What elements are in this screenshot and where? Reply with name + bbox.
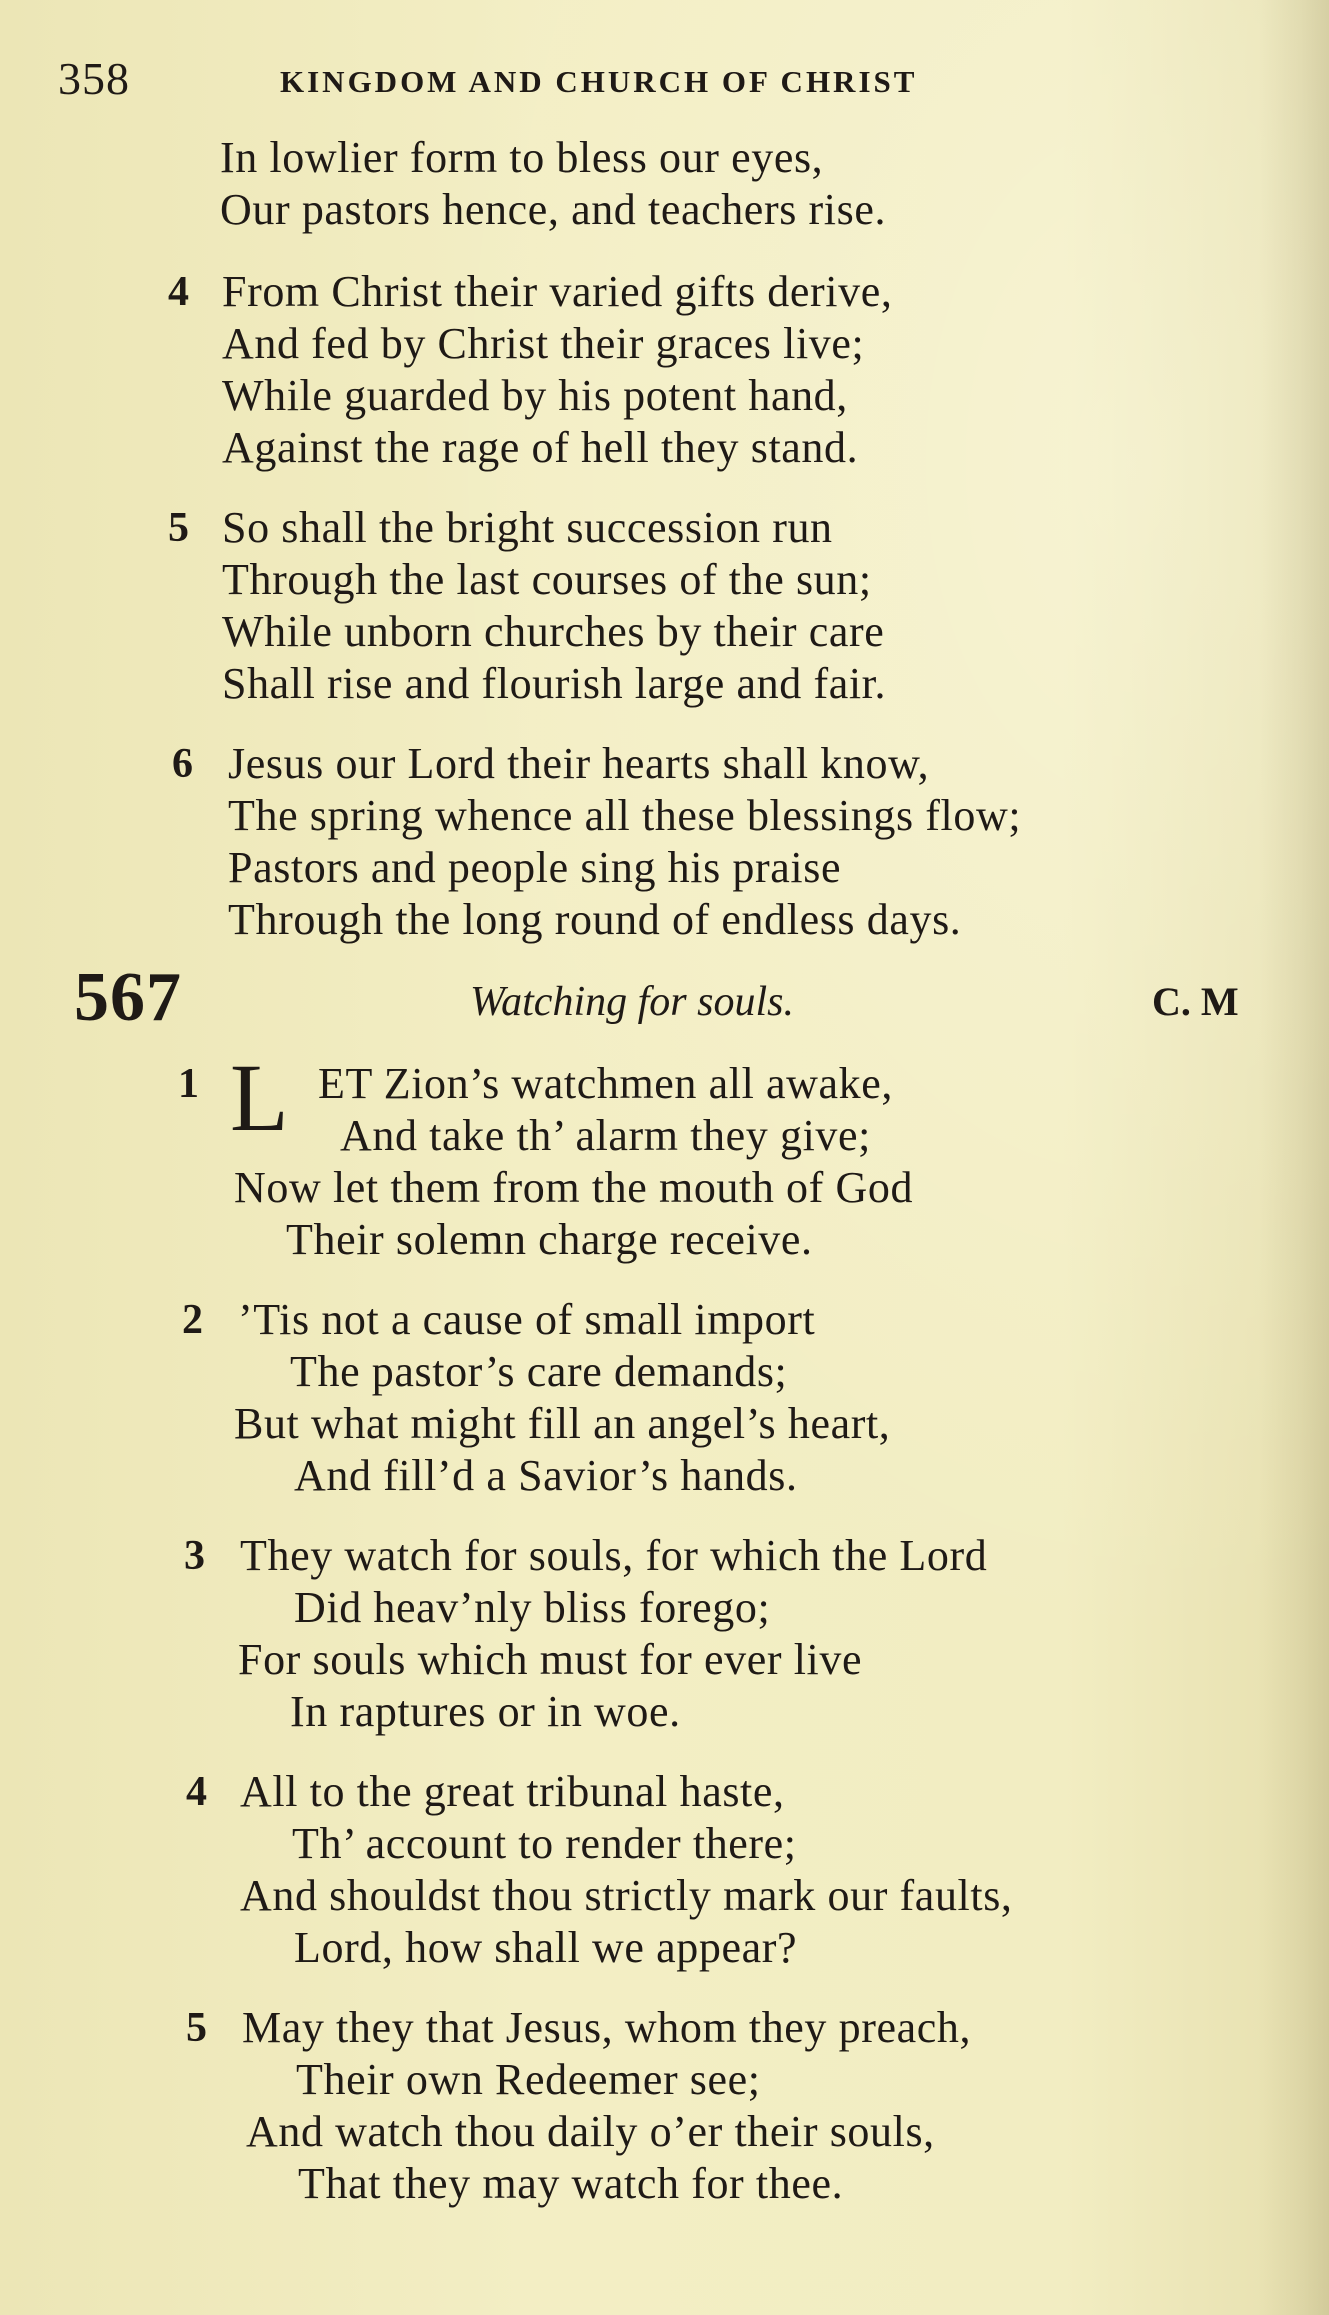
verse-line: But what might fill an angel’s heart, (234, 1399, 891, 1448)
verse-line: Now let them from the mouth of God (234, 1163, 914, 1212)
stanza-number: 2 (182, 1297, 203, 1343)
verse-line: Their own Redeemer see; (296, 2055, 761, 2104)
verse-line: From Christ their varied gifts derive, (222, 267, 893, 316)
stanza-number: 5 (168, 505, 189, 551)
verse-line: Against the rage of hell they stand. (222, 423, 859, 472)
stanza-number: 5 (186, 2005, 207, 2051)
hymn-title: Watching for souls. (470, 979, 794, 1025)
stanza-number: 4 (186, 1769, 207, 1815)
verse-line: Through the last courses of the sun; (222, 555, 872, 604)
verse-line: The spring whence all these blessings flow; (228, 791, 1022, 840)
verse-line: For souls which must for ever live (238, 1635, 863, 1684)
verse-line: And fed by Christ their graces live; (222, 319, 865, 368)
page-gutter-shadow (1259, 0, 1329, 2315)
verse-line: ’Tis not a cause of small import (238, 1295, 816, 1344)
page-header (58, 52, 1058, 102)
verse-line: And watch thou daily o’er their souls, (246, 2107, 935, 2156)
verse-line: Th’ account to render there; (292, 1819, 797, 1868)
verse-line: Through the long round of endless days. (228, 895, 962, 944)
verse-line: Our pastors hence, and teachers rise. (220, 185, 887, 234)
verse-line: All to the great tribunal haste, (240, 1767, 785, 1816)
verse-line: While guarded by his potent hand, (222, 371, 848, 420)
stanza-number: 1 (178, 1061, 199, 1107)
verse-line: Shall rise and flourish large and fair. (222, 659, 887, 708)
verse-line: In lowlier form to bless our eyes, (220, 133, 824, 182)
verse-line: So shall the bright succession run (222, 503, 833, 552)
verse-line: Pastors and people sing his praise (228, 843, 842, 892)
verse-line: Did heav’nly bliss forego; (294, 1583, 771, 1632)
stanza-number: 6 (172, 741, 193, 787)
verse-line: They watch for souls, for which the Lord (240, 1531, 988, 1580)
hymn-meter: C. M (1152, 979, 1239, 1024)
stanza-number: 3 (184, 1533, 205, 1579)
verse-line: That they may watch for thee. (298, 2159, 844, 2208)
verse-line: And shouldst thou strictly mark our faults, (240, 1871, 1013, 1920)
verse-line: In raptures or in woe. (290, 1687, 681, 1736)
drop-cap: L (230, 1044, 289, 1151)
verse-line: And fill’d a Savior’s hands. (294, 1451, 798, 1500)
verse-line: ET Zion’s watchmen all awake, (318, 1059, 893, 1108)
verse-line: The pastor’s care demands; (290, 1347, 788, 1396)
verse-line: Lord, how shall we appear? (294, 1923, 798, 1972)
verse-line: Jesus our Lord their hearts shall know, (228, 739, 930, 788)
verse-line: Their solemn charge receive. (286, 1215, 813, 1264)
stanza-number: 4 (168, 269, 189, 315)
verse-line: While unborn churches by their care (222, 607, 885, 656)
hymn-number: 567 (74, 959, 182, 1036)
verse-line: May they that Jesus, whom they preach, (242, 2003, 972, 2052)
verse-line: And take th’ alarm they give; (340, 1111, 871, 1160)
page-number: 358 (58, 53, 130, 104)
running-title: KINGDOM AND CHURCH OF CHRIST (280, 64, 918, 99)
